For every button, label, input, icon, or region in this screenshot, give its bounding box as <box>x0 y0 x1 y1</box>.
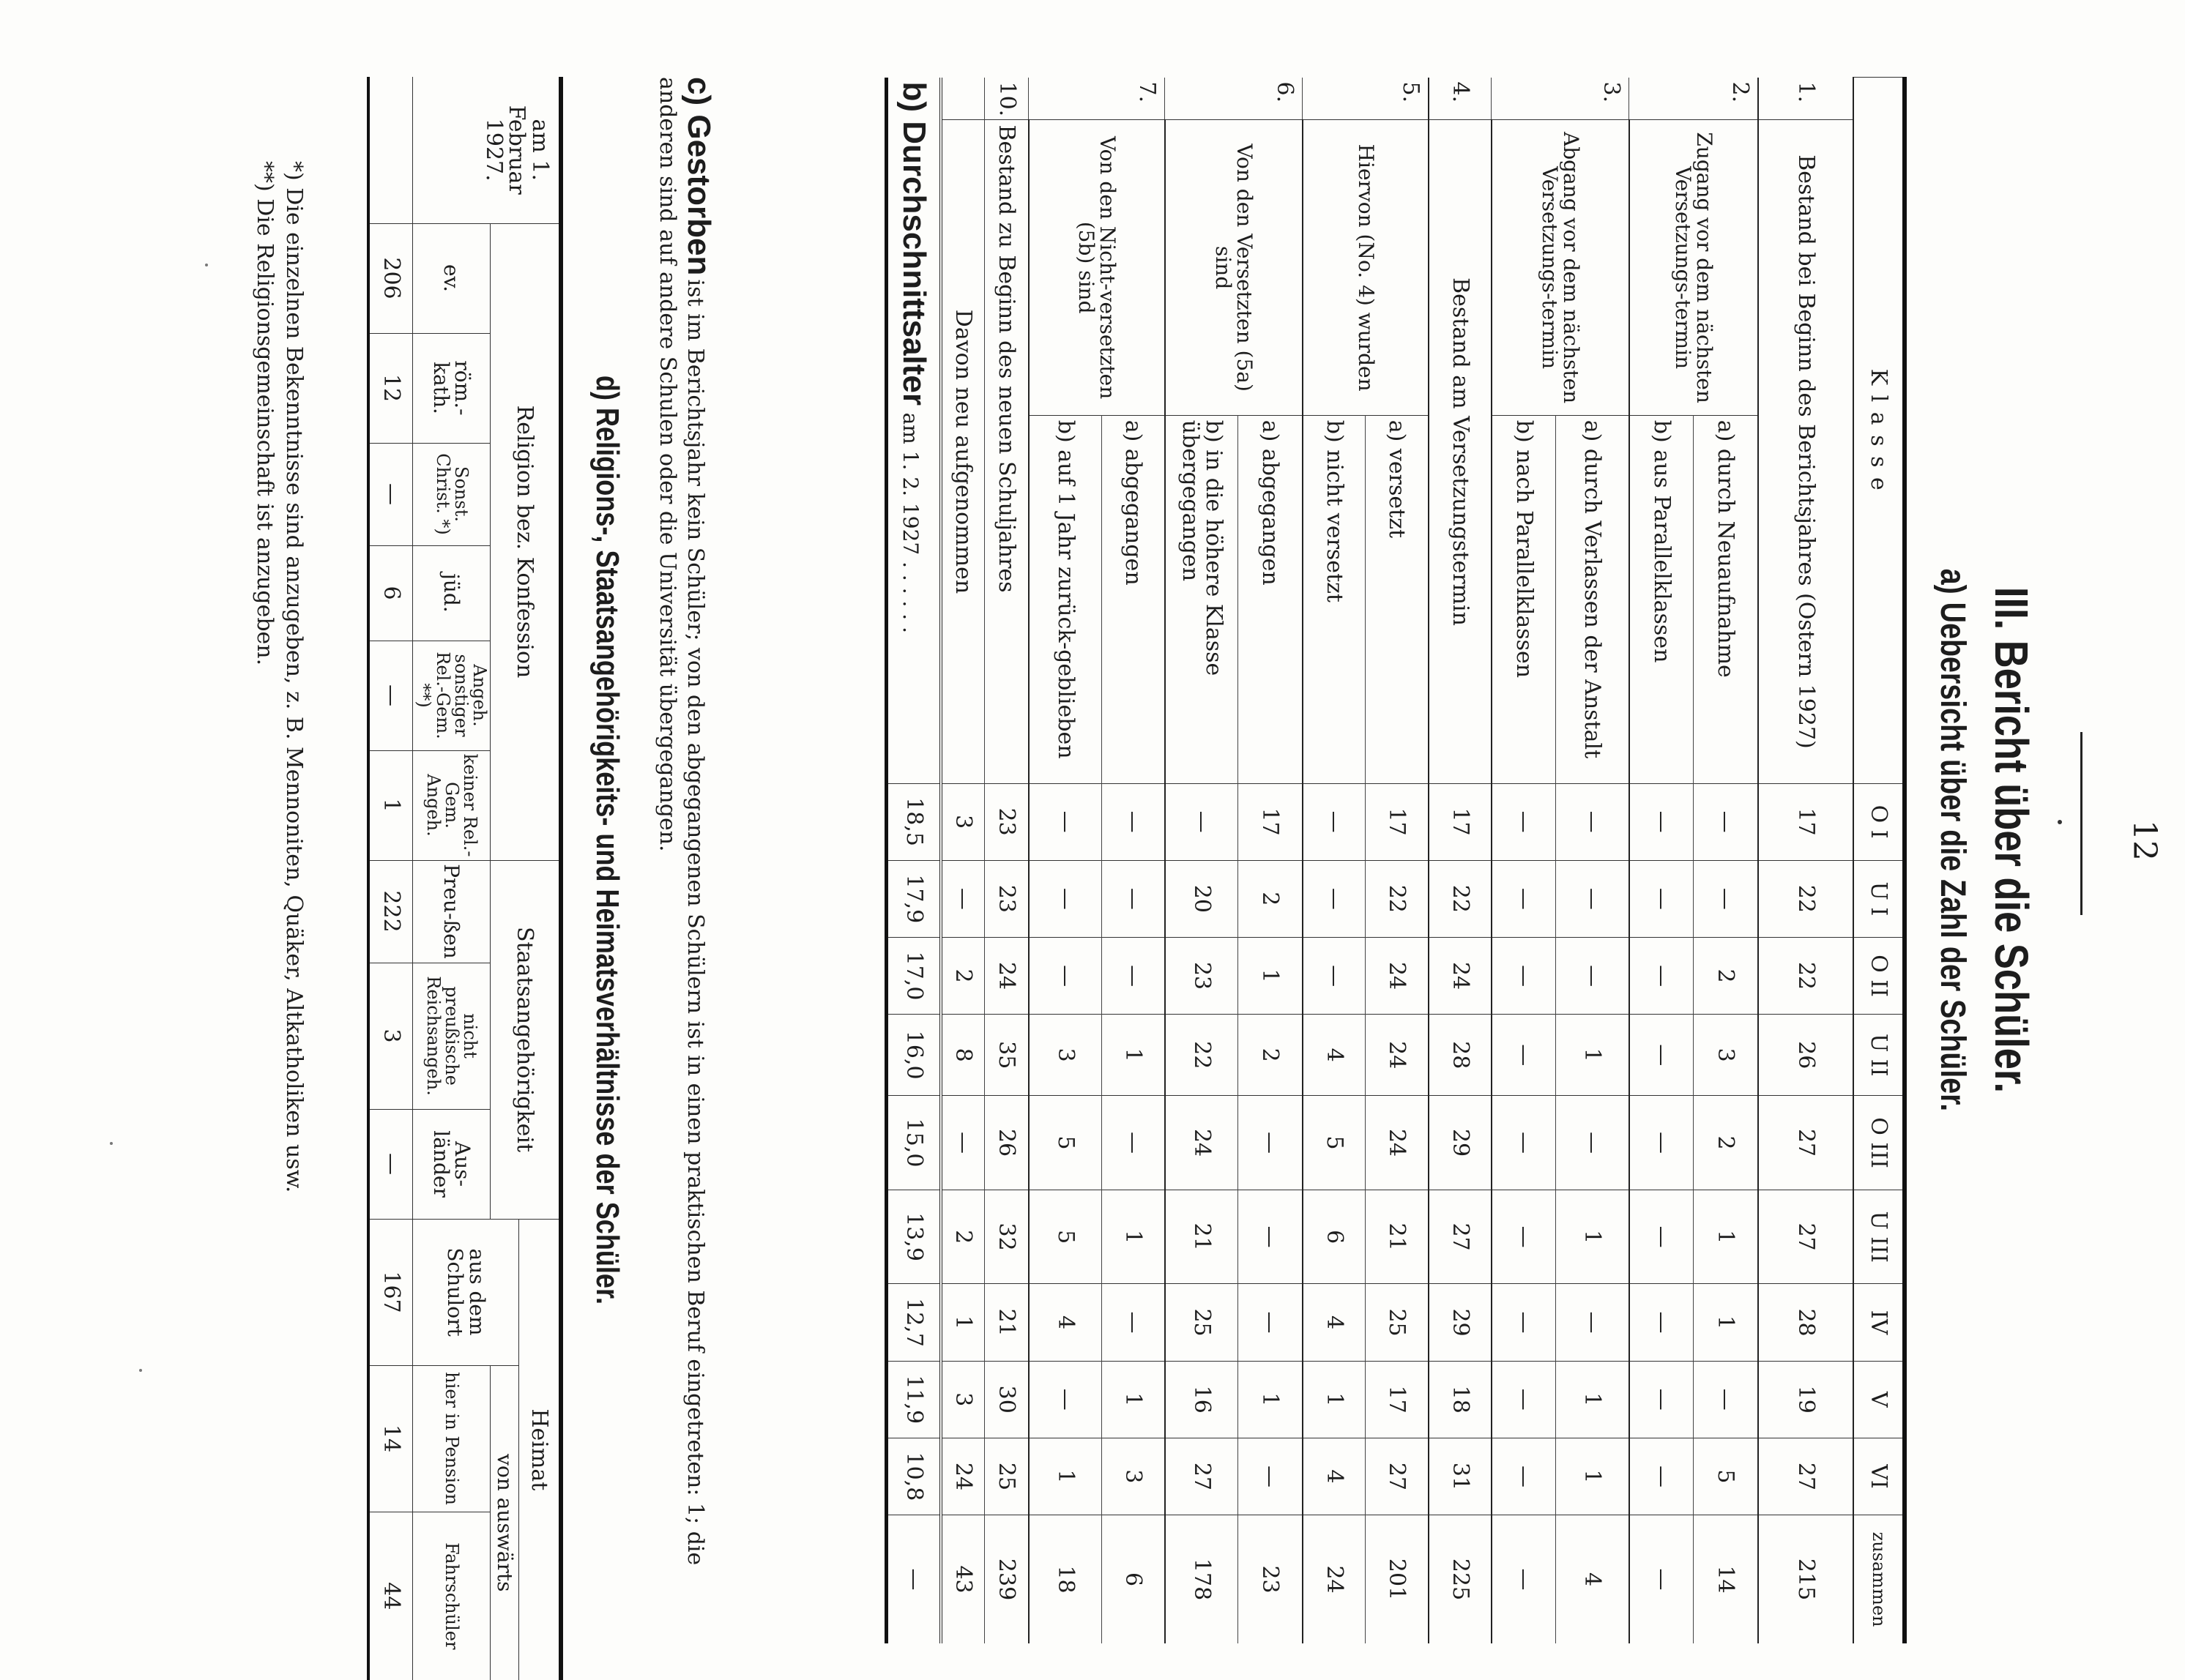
group-religion: Religion bez. Konfession <box>491 223 562 860</box>
cell-value: 1 <box>1694 1284 1758 1361</box>
cell-value: — <box>1492 1284 1556 1361</box>
cell-value: 6 <box>1303 1190 1366 1284</box>
row-number: 4. <box>1429 78 1492 120</box>
row-number: 2. <box>1629 78 1758 120</box>
cell-value: 27 <box>1758 1096 1853 1190</box>
cell-value: 29 <box>1429 1096 1492 1190</box>
cell-value: 44 <box>368 1512 413 1680</box>
cell-value: 29 <box>1429 1284 1492 1361</box>
table-row <box>1102 78 1165 1644</box>
table-row <box>1694 78 1758 1644</box>
cell-value: 25 <box>1366 1284 1429 1361</box>
cell-value: 4 <box>1303 1438 1366 1515</box>
cell-value: 22 <box>1758 860 1853 937</box>
section-b-label: b) Durchschnittsalter <box>896 81 933 406</box>
row-sublabel: a) durch Neuaufnahme <box>1694 415 1758 783</box>
col-juedisch: jüd. <box>413 545 491 641</box>
cell-value: 2 <box>941 1190 985 1284</box>
cell-value: 239 <box>985 1515 1029 1643</box>
cell-value: 15,0 <box>887 1096 941 1190</box>
header-col-ui: U I <box>1853 860 1905 937</box>
cell-value: — <box>1492 783 1556 860</box>
cell-value: — <box>1238 1284 1303 1361</box>
cell-value: — <box>368 443 413 545</box>
cell-value: — <box>1629 783 1694 860</box>
cell-value: 4 <box>1303 1284 1366 1361</box>
row-number: 5. <box>1303 78 1429 120</box>
cell-value: 22 <box>1366 860 1429 937</box>
cell-value: 24 <box>1303 1515 1366 1643</box>
section-c-paragraph <box>655 77 717 1643</box>
col-ev: ev. <box>413 223 491 333</box>
cell-value: 1 <box>1238 937 1303 1014</box>
cell-value: 22 <box>1165 1015 1238 1096</box>
cell-value: 24 <box>985 937 1029 1014</box>
col-fahrschueler: Fahrschüler <box>413 1512 491 1680</box>
col-sonstige-rel-gem: Angeh. sonstiger Rel.-Gem. **) <box>413 641 491 750</box>
scan-speck <box>205 264 208 266</box>
table-row <box>1238 78 1303 1644</box>
cell-value: 23 <box>985 860 1029 937</box>
cell-value: 178 <box>1165 1515 1238 1643</box>
cell-value: 23 <box>1165 937 1238 1014</box>
row-label-date: am 1. Februar 1927. <box>413 77 561 223</box>
cell-value: — <box>1029 937 1102 1014</box>
cell-value: 14 <box>368 1365 413 1512</box>
col-pension: hier in Pension <box>413 1365 491 1512</box>
cell-value: 43 <box>941 1515 985 1643</box>
row-sublabel: b) aus Parallelklassen <box>1629 415 1694 783</box>
column-header-row <box>413 77 491 1680</box>
scan-speck <box>139 1369 142 1372</box>
cell-value: 16,0 <box>887 1015 941 1096</box>
cell-value: — <box>1029 860 1102 937</box>
row-label: Bestand zu Beginn des neuen Schuljahres <box>985 120 1029 783</box>
cell-value: 12,7 <box>887 1284 941 1361</box>
col-auslaender: Aus-länder <box>413 1109 491 1219</box>
row-sublabel: a) versetzt <box>1366 415 1429 783</box>
cell-value: 225 <box>1429 1515 1492 1643</box>
table-row <box>1556 78 1629 1644</box>
cell-value: 3 <box>941 1361 985 1438</box>
religion-nationality-table <box>367 77 563 1680</box>
cell-value: — <box>1556 860 1629 937</box>
cell-value: 28 <box>1429 1015 1492 1096</box>
cell-value: 215 <box>1758 1515 1853 1643</box>
row-label: Von den Versetzten (5a) sind <box>1165 120 1303 415</box>
table-row <box>941 78 985 1644</box>
header-col-uii: U II <box>1853 1015 1905 1096</box>
cell-value: — <box>1629 1438 1694 1515</box>
page-number-rule <box>2080 732 2082 915</box>
cell-value: 3 <box>1102 1438 1165 1515</box>
row-number: 3. <box>1492 78 1629 120</box>
section-a-title: a) Uebersicht über die Zahl der Schüler. <box>1933 568 1972 1112</box>
cell-value: — <box>1238 1438 1303 1515</box>
header-col-vi: VI <box>1853 1438 1905 1515</box>
cell-value: — <box>887 1515 941 1643</box>
header-col-uiii: U III <box>1853 1190 1905 1284</box>
cell-value: — <box>1629 860 1694 937</box>
cell-value: 14 <box>1694 1515 1758 1643</box>
row-label: Hiervon (No. 4) wurden <box>1303 120 1429 415</box>
header-col-zusammen: zusammen <box>1853 1515 1905 1643</box>
cell-value: — <box>1029 783 1102 860</box>
cell-value: 21 <box>1165 1190 1238 1284</box>
cell-value: — <box>1629 1515 1694 1643</box>
cell-value: 26 <box>985 1096 1029 1190</box>
scan-speck <box>110 1142 113 1145</box>
header-klasse: K l a s s e <box>1853 78 1905 784</box>
cell-value: 35 <box>985 1015 1029 1096</box>
cell-value: 4 <box>1303 1015 1366 1096</box>
group-header-row <box>519 77 562 1680</box>
row-number: 1. <box>1758 78 1853 120</box>
cell-value: 17,9 <box>887 860 941 937</box>
row-number: 10. <box>985 78 1029 120</box>
cell-value: — <box>1629 1361 1694 1438</box>
cell-value: — <box>1694 783 1758 860</box>
section-c-label: c) Gestorben <box>681 77 717 276</box>
cell-value: 1 <box>941 1284 985 1361</box>
header-col-oi: O I <box>1853 783 1905 860</box>
cell-value: — <box>1165 783 1238 860</box>
cell-value: 22 <box>1429 860 1492 937</box>
page-number: 12 <box>2126 820 2163 861</box>
cell-value: 1 <box>1238 1361 1303 1438</box>
cell-value: 19 <box>1758 1361 1853 1438</box>
cell-value: 24 <box>1429 937 1492 1014</box>
report-heading: III. Bericht über die Schüler. <box>1985 586 2038 1094</box>
cell-value: — <box>1102 860 1165 937</box>
cell-value: 21 <box>1366 1190 1429 1284</box>
cell-value: 1 <box>1556 1361 1629 1438</box>
cell-value: — <box>1492 860 1556 937</box>
cell-value: — <box>1629 1015 1694 1096</box>
cell-value: 201 <box>1366 1515 1429 1643</box>
row-sublabel: b) nicht versetzt <box>1303 415 1366 783</box>
cell-value: — <box>1556 1284 1629 1361</box>
cell-value: 17 <box>1758 783 1853 860</box>
row-number: 6. <box>1165 78 1303 120</box>
cell-value: 3 <box>941 783 985 860</box>
cell-value: 4 <box>1029 1284 1102 1361</box>
cell-value: 16 <box>1165 1361 1238 1438</box>
cell-value: — <box>1238 1096 1303 1190</box>
cell-value: 18 <box>1029 1515 1102 1643</box>
cell-value: — <box>1556 937 1629 1014</box>
cell-value: 11,9 <box>887 1361 941 1438</box>
header-col-oiii: O III <box>1853 1096 1905 1190</box>
cell-value: 5 <box>1029 1190 1102 1284</box>
cell-value: 30 <box>985 1361 1029 1438</box>
group-heimat: Heimat <box>519 1219 562 1680</box>
cell-value: 1 <box>1303 1361 1366 1438</box>
average-age-label <box>887 78 941 784</box>
table-row <box>985 78 1029 1644</box>
cell-value: 18,5 <box>887 783 941 860</box>
cell-value: 167 <box>368 1219 413 1365</box>
cell-value: 27 <box>1758 1190 1853 1284</box>
cell-value: 24 <box>1366 1015 1429 1096</box>
row-number: 7. <box>1029 78 1165 120</box>
col-sonst-christ: Sonst. Christ. *) <box>413 443 491 545</box>
cell-value: 10,8 <box>887 1438 941 1515</box>
cell-value: — <box>1492 1096 1556 1190</box>
cell-value: — <box>1629 1284 1694 1361</box>
row-label: Bestand am Versetzungstermin <box>1429 120 1492 783</box>
cell-value: — <box>368 1109 413 1219</box>
row-sublabel: b) in die höhere Klasse übergegangen <box>1165 415 1238 783</box>
row-label: Bestand bei Beginn des Berichtsjahres (Ostern 1927) <box>1758 120 1853 783</box>
cell-value: 8 <box>941 1015 985 1096</box>
cell-value: — <box>1102 1284 1165 1361</box>
row-label: Zugang vor dem nächsten Versetzungs-termin <box>1629 120 1758 415</box>
cell-value: 17,0 <box>887 937 941 1014</box>
cell-value: 25 <box>1165 1284 1238 1361</box>
section-d-title: d) Religions-, Staatsangehörigkeits- und Heimatsverhältnisse der Schüler. <box>589 375 625 1305</box>
cell-value: 2 <box>1238 860 1303 937</box>
section-b-date: am 1. 2. 1927 . . . . . . <box>898 412 923 633</box>
col-keiner-rel-gem: keiner Rel.-Gem. Angeh. <box>413 750 491 860</box>
footnote-2: **) Die Religionsgemeinschaft ist anzugeben. <box>252 161 278 666</box>
cell-value: — <box>1102 937 1165 1014</box>
col-roem-kath: röm.-kath. <box>413 333 491 443</box>
cell-value: 3 <box>368 963 413 1109</box>
cell-value: 24 <box>1165 1096 1238 1190</box>
cell-value: 2 <box>1694 1096 1758 1190</box>
row-sublabel: b) auf 1 Jahr zurück-geblieben <box>1029 415 1102 783</box>
cell-value: — <box>1492 1015 1556 1096</box>
cell-value: — <box>941 860 985 937</box>
cell-value: — <box>1492 1190 1556 1284</box>
cell-value: 1 <box>1556 1190 1629 1284</box>
cell-value: 222 <box>368 860 413 963</box>
cell-value: 24 <box>1366 937 1429 1014</box>
cell-value: 6 <box>1102 1515 1165 1643</box>
row-label: Abgang vor dem nächsten Versetzungs-termin <box>1492 120 1629 415</box>
cell-value: — <box>1303 860 1366 937</box>
col-aus-dem-schulort: aus dem Schulort <box>413 1219 519 1365</box>
col-preussen: Preu-ßen <box>413 860 491 963</box>
cell-value: — <box>1629 1190 1694 1284</box>
row-sublabel: a) durch Verlassen der Anstalt <box>1556 415 1629 783</box>
table-row <box>1366 78 1429 1644</box>
cell-value: 1 <box>1694 1190 1758 1284</box>
cell-value: 206 <box>368 223 413 333</box>
cell-value: 6 <box>368 545 413 641</box>
header-col-iv: IV <box>1853 1284 1905 1361</box>
header-col-oii: O II <box>1853 937 1905 1014</box>
cell-value: 18 <box>1429 1361 1492 1438</box>
cell-value: — <box>1238 1190 1303 1284</box>
group-staat: Staatsangehörigkeit <box>491 860 562 1219</box>
cell-value: 5 <box>1303 1096 1366 1190</box>
cell-value: 2 <box>1238 1015 1303 1096</box>
group-auswaerts: von auswärts <box>491 1365 519 1680</box>
cell-value: 1 <box>1029 1438 1102 1515</box>
cell-value: 12 <box>368 333 413 443</box>
cell-value: — <box>1694 1361 1758 1438</box>
cell-value: — <box>1492 1515 1556 1643</box>
cell-value: 3 <box>1029 1015 1102 1096</box>
cell-value: — <box>1629 1096 1694 1190</box>
cell-value: 27 <box>1758 1438 1853 1515</box>
cell-value: 22 <box>1758 937 1853 1014</box>
cell-value: 2 <box>941 937 985 1014</box>
cell-value: 1 <box>1102 1361 1165 1438</box>
cell-value: 1 <box>1102 1190 1165 1284</box>
row-label: Davon neu aufgenommen <box>941 120 985 783</box>
row-sublabel: a) abgegangen <box>1238 415 1303 783</box>
footnote-1: *) Die einzelnen Bekenntnisse sind anzugeben, z. B. Mennoniten, Quäker, Altkatholiken usw. <box>281 161 307 1193</box>
cell-value: 13,9 <box>887 1190 941 1284</box>
cell-value: 17 <box>1366 783 1429 860</box>
cell-value: — <box>368 641 413 750</box>
cell-value: 21 <box>985 1284 1029 1361</box>
cell-value: 20 <box>1165 860 1238 937</box>
cell-value: 27 <box>1366 1438 1429 1515</box>
empty-cell <box>368 77 413 223</box>
average-age-row <box>887 78 941 1644</box>
cell-value: — <box>1629 937 1694 1014</box>
row-sublabel: a) abgegangen <box>1102 415 1165 783</box>
cell-value: 23 <box>1238 1515 1303 1643</box>
cell-value: — <box>1303 937 1366 1014</box>
cell-value: 32 <box>985 1190 1029 1284</box>
cell-value: 1 <box>368 750 413 860</box>
section-c-text: ist im Berichtsjahr kein Schüler; von den abgegangenen Schülern ist in einen praktischen Beruf eingetreten: 1; die anderen sind auf andere Schulen oder die Universität übergegangen. <box>655 77 708 1566</box>
cell-value: 17 <box>1366 1361 1429 1438</box>
pupil-count-table <box>885 77 1907 1643</box>
row-sublabel: b) nach Parallelklassen <box>1492 415 1556 783</box>
cell-value: — <box>1102 1096 1165 1190</box>
cell-value: — <box>941 1096 985 1190</box>
cell-value: 24 <box>941 1438 985 1515</box>
cell-value: 5 <box>1029 1096 1102 1190</box>
cell-value: 1 <box>1556 1015 1629 1096</box>
cell-value: — <box>1556 1096 1629 1190</box>
row-number <box>941 78 985 120</box>
cell-value: — <box>1694 860 1758 937</box>
cell-value: 25 <box>985 1438 1029 1515</box>
cell-value: — <box>1029 1361 1102 1438</box>
col-nicht-preussische: nicht preußische Reichsangeh. <box>413 963 491 1109</box>
cell-value: 17 <box>1238 783 1303 860</box>
print-dot <box>2058 820 2062 824</box>
cell-value: 5 <box>1694 1438 1758 1515</box>
cell-value: 4 <box>1556 1515 1629 1643</box>
cell-value: 27 <box>1165 1438 1238 1515</box>
table-row <box>1758 78 1853 1644</box>
cell-value: — <box>1492 937 1556 1014</box>
cell-value: 1 <box>1102 1015 1165 1096</box>
cell-value: — <box>1303 783 1366 860</box>
cell-value: 23 <box>985 783 1029 860</box>
cell-value: — <box>1556 783 1629 860</box>
table-header-row <box>1853 78 1905 1644</box>
cell-value: 1 <box>1556 1438 1629 1515</box>
cell-value: — <box>1102 783 1165 860</box>
cell-value: 26 <box>1758 1015 1853 1096</box>
header-col-v: V <box>1853 1361 1905 1438</box>
cell-value: 27 <box>1429 1190 1492 1284</box>
cell-value: 24 <box>1366 1096 1429 1190</box>
cell-value: 2 <box>1694 937 1758 1014</box>
cell-value: — <box>1492 1361 1556 1438</box>
cell-value: — <box>1492 1438 1556 1515</box>
cell-value: 31 <box>1429 1438 1492 1515</box>
table-row <box>1429 78 1492 1644</box>
cell-value: 3 <box>1694 1015 1758 1096</box>
cell-value: 28 <box>1758 1284 1853 1361</box>
values-row <box>368 77 413 1680</box>
row-label: Von den Nicht-versetzten (5b) sind <box>1029 120 1165 415</box>
cell-value: 17 <box>1429 783 1492 860</box>
